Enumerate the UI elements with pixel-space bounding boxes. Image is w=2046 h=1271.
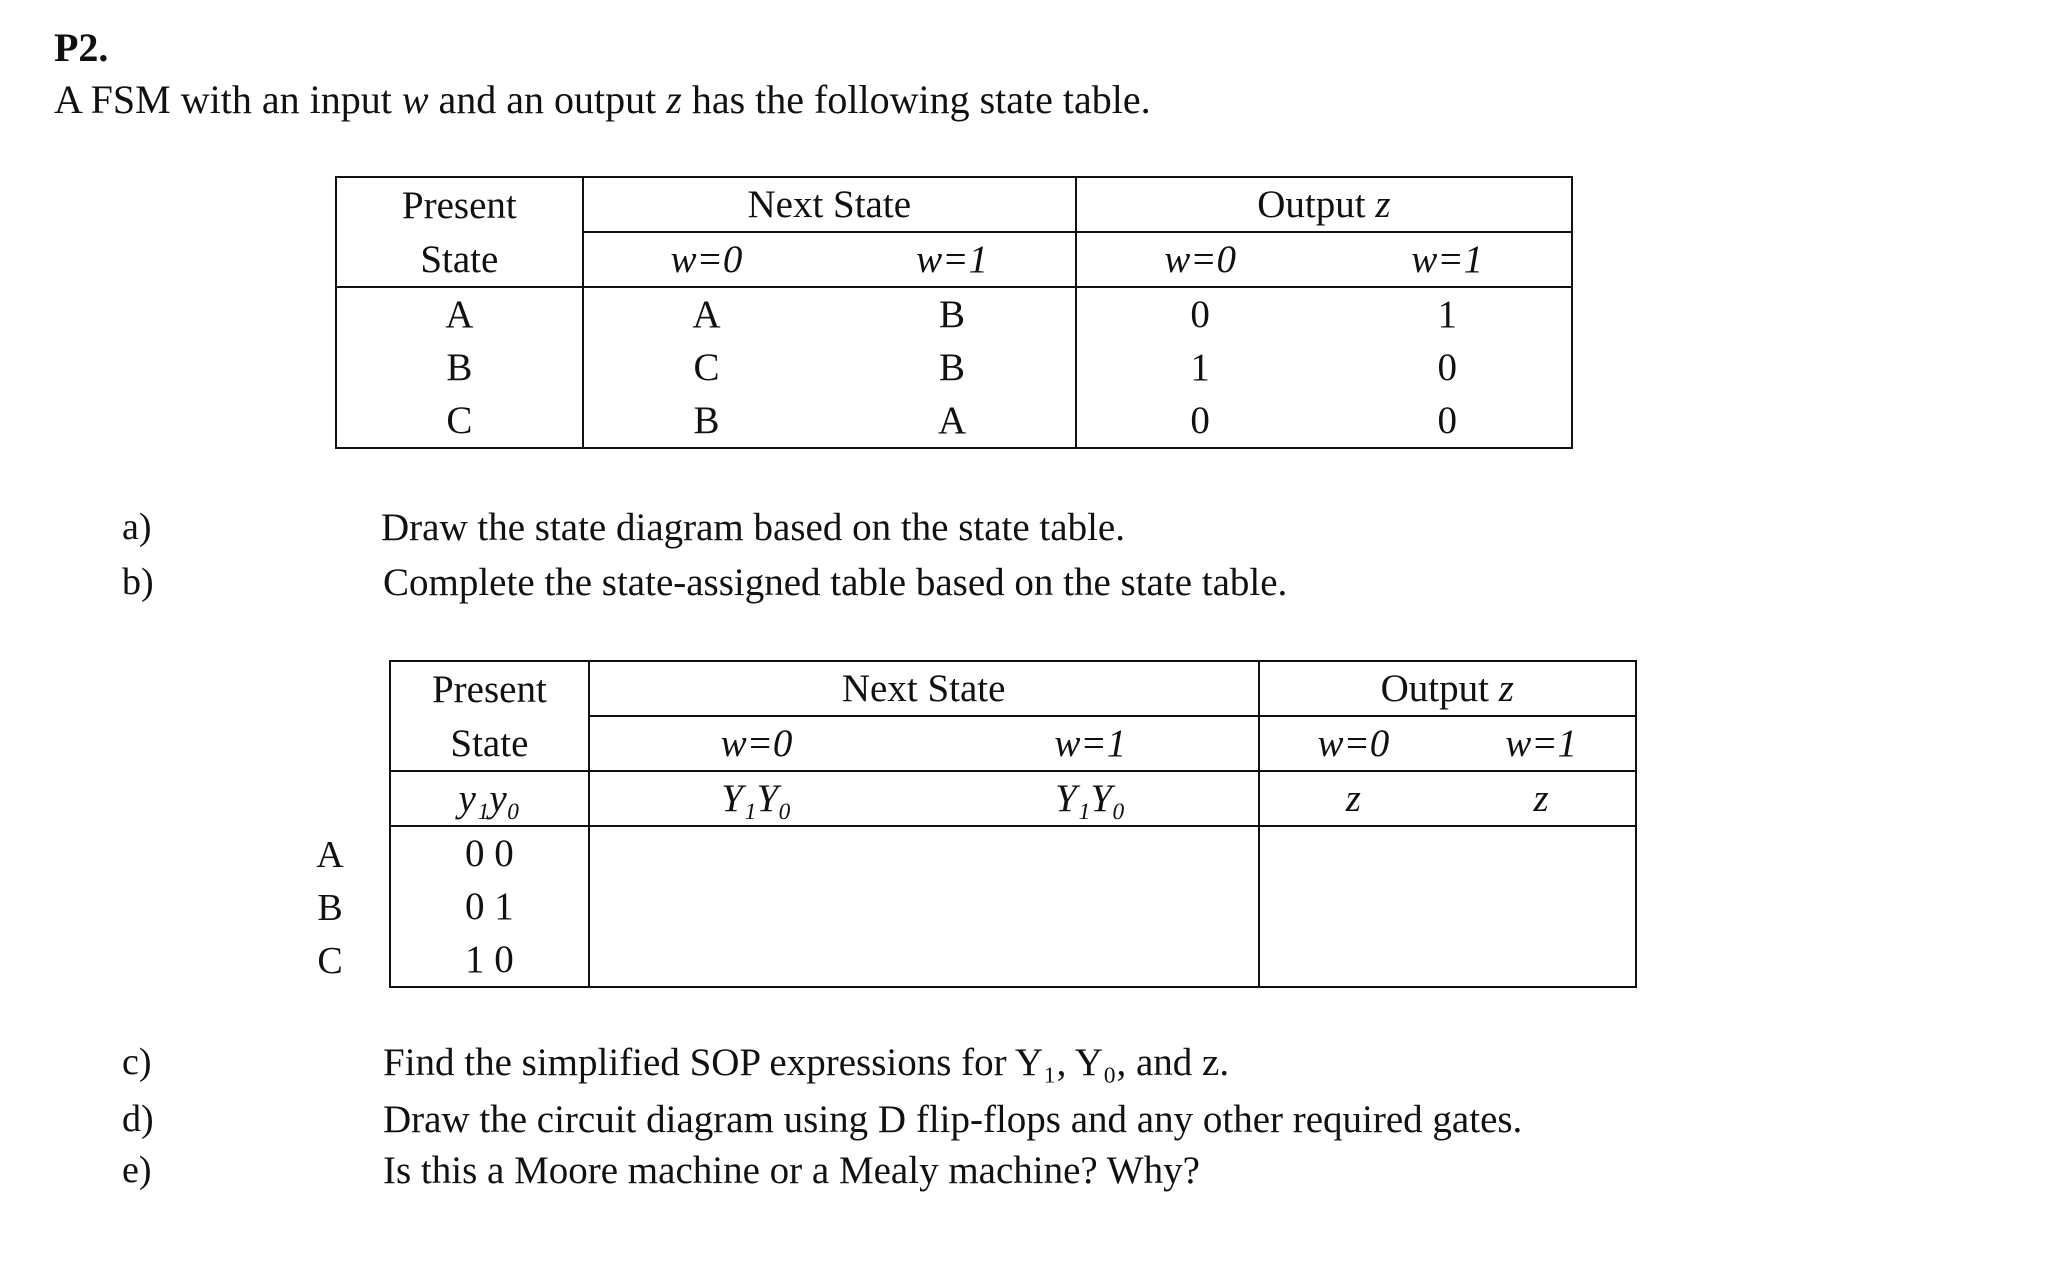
cell-ns0: B [583, 394, 830, 448]
cell-ns1: B [829, 341, 1076, 394]
header-out-w1: w=1 [1323, 232, 1572, 287]
cell-z0: 0 [1076, 394, 1324, 448]
question-c-label: c) [122, 1041, 152, 1083]
cell-ns1: A [829, 394, 1076, 448]
row-letter: B [317, 887, 343, 929]
cell-code: 1 0 [390, 933, 589, 987]
problem-heading: P2. [54, 25, 109, 70]
question-a-label: a) [122, 506, 152, 548]
question-b-label: b) [122, 561, 154, 603]
empty-output [1259, 826, 1636, 880]
table-row [390, 826, 1636, 880]
header-z1-var: z [1447, 771, 1636, 826]
cell-ps: A [336, 287, 583, 341]
cell-z1: 1 [1323, 287, 1572, 341]
empty-next-state [589, 826, 1259, 880]
empty-next-state [589, 933, 1259, 987]
header-next-state: Next State [589, 661, 1259, 716]
table-row [336, 287, 1572, 341]
header-next-state: Next State [583, 177, 1076, 232]
header-ns1-vars: Y₁Y₀ [923, 771, 1258, 826]
empty-output [1259, 933, 1636, 987]
question-c-text: Find the simplified SOP expressions for Y₁, Y₀, and z. [383, 1041, 1230, 1084]
cell-ns1: B [829, 287, 1076, 341]
header-state: State [336, 232, 583, 287]
cell-code: 0 1 [390, 880, 589, 933]
cell-z0: 1 [1190, 346, 1210, 389]
question-d-text: Draw the circuit diagram using D flip-flops and any other required gates. [383, 1098, 1523, 1141]
question-e-text: Is this a Moore machine or a Mealy machine? Why? [383, 1149, 1200, 1192]
cell-z1: 0 [1323, 341, 1572, 394]
header-present: Present [390, 661, 589, 716]
cell-z0: 0 [1190, 293, 1210, 336]
header-out-w0: w=0 [1259, 716, 1448, 771]
table-row [336, 394, 1572, 448]
cell-ns0: C [693, 346, 720, 389]
header-out-w1: w=1 [1447, 716, 1636, 771]
header-out-w0: w=0 [1076, 232, 1324, 287]
cell-ps: C [336, 394, 583, 448]
table-row [390, 933, 1636, 987]
state-assigned-table [389, 660, 1637, 988]
empty-output [1259, 880, 1636, 933]
header-state: State [390, 716, 589, 771]
table-row [390, 880, 1636, 933]
problem-intro: A FSM with an input w and an output z has the following state table. [54, 77, 1151, 122]
header-z0-var: z [1259, 771, 1448, 826]
question-a-text: Draw the state diagram based on the state table. [381, 506, 1125, 549]
question-e-label: e) [122, 1149, 152, 1191]
header-present: Present [336, 177, 583, 232]
question-d-label: d) [122, 1098, 154, 1140]
cell-ns0: A [692, 293, 721, 336]
cell-code: 0 0 [390, 826, 589, 880]
row-letter: A [316, 834, 344, 876]
header-output: Output z [1076, 177, 1572, 232]
cell-ps: B [336, 341, 583, 394]
row-letter: C [317, 940, 343, 982]
cell-z1: 0 [1323, 394, 1572, 448]
table-row [336, 341, 1572, 394]
state-table [335, 176, 1573, 449]
header-ps-vars: y₁y₀ [390, 771, 589, 826]
header-ns-w0: w=0 [589, 716, 923, 771]
header-ns-w1: w=1 [923, 716, 1258, 771]
header-output: Output z [1259, 661, 1636, 716]
header-ns0-vars: Y₁Y₀ [589, 771, 923, 826]
question-b-text: Complete the state-assigned table based on the state table. [383, 561, 1288, 604]
header-ns-w1: w=1 [829, 232, 1076, 287]
header-ns-w0: w=0 [583, 232, 830, 287]
empty-next-state [589, 880, 1259, 933]
